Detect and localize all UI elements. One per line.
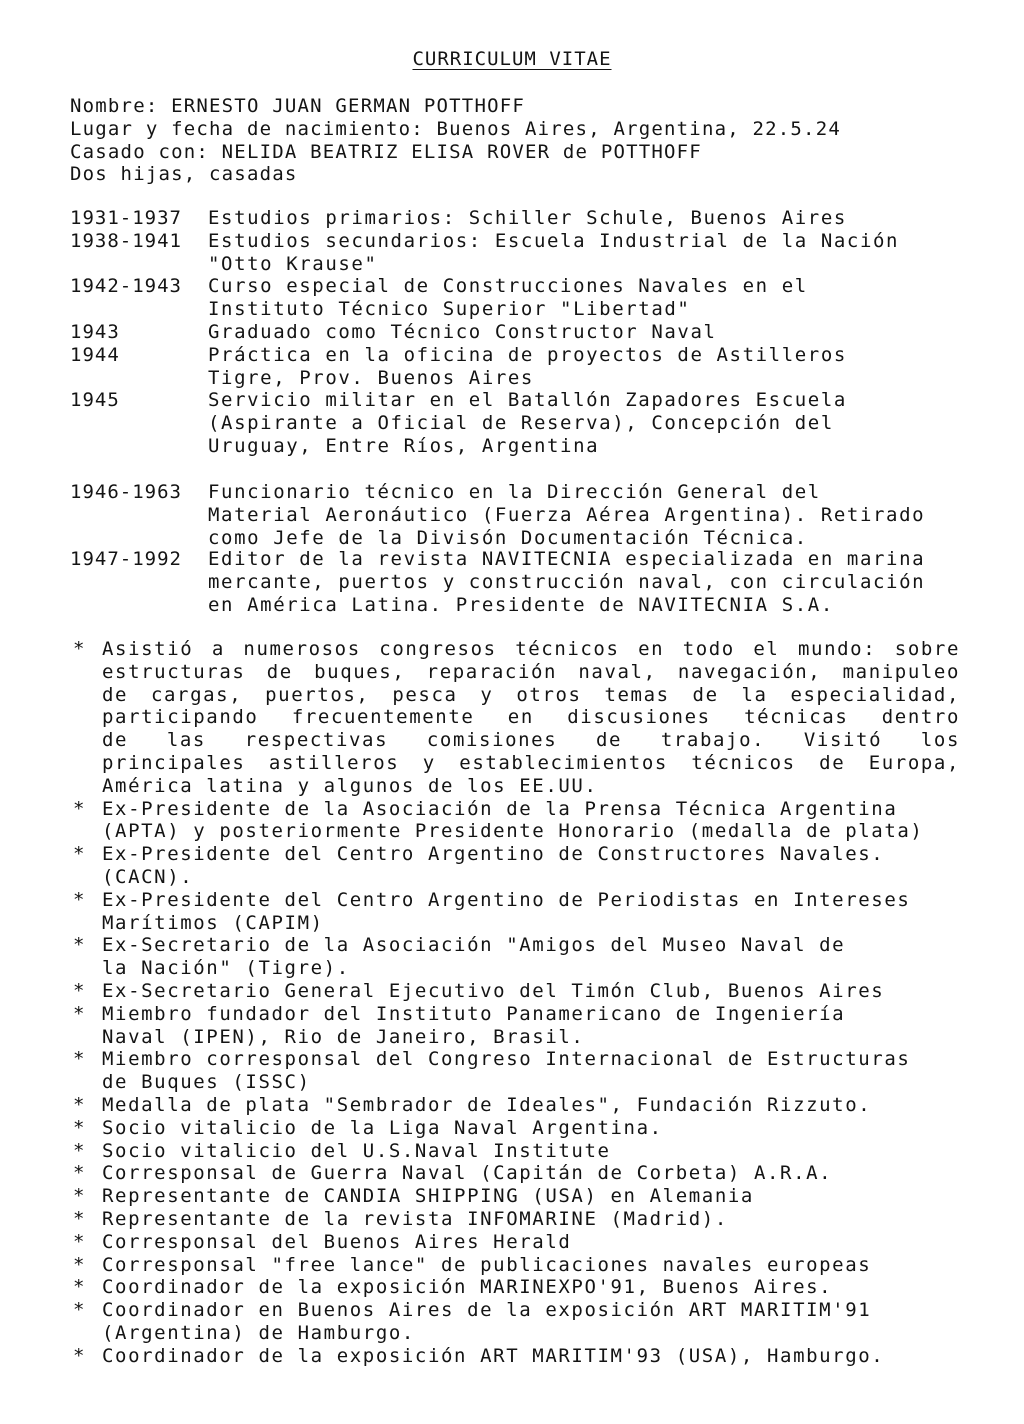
bullet-text: Representante de la revista INFOMARINE (Madrid). [102, 1208, 728, 1230]
bullet-star: * [73, 1230, 85, 1253]
timeline-text: Estudios secundarios: Escuela Industrial de la Nación [208, 230, 900, 252]
bullet-text: estructuras de buques, reparación naval, navegación, manipuleo [102, 660, 960, 683]
bullet-text: Coordinador en Buenos Aires de la exposición ART MARITIM'91 [102, 1299, 872, 1322]
timeline-year: 1942-1943 [70, 275, 182, 297]
bullet-text: Marítimos (CAPIM) [102, 911, 324, 934]
bullet-star: * [73, 1253, 85, 1276]
bullet-text: Naval (IPEN), Rio de Janeiro, Brasil. [102, 1025, 585, 1048]
timeline-year: 1931-1937 [70, 207, 182, 229]
bullet-text: participando frecuentemente en discusiones técnicas dentro [102, 706, 960, 729]
timeline-year: 1945 [70, 389, 120, 411]
bullet-text: la Nación" (Tigre). [102, 957, 350, 980]
bullet-text: Miembro corresponsal del Congreso Internacional de Estructuras [102, 1048, 911, 1071]
bullet-star: * [73, 1344, 85, 1367]
timeline-text: "Otto Krause" [208, 252, 378, 275]
personal-line: Casado con: NELIDA BEATRIZ ELISA ROVER de POTTHOFF [70, 140, 702, 163]
bullet-text: Socio vitalicio del U.S.Naval Institute [102, 1139, 611, 1162]
timeline-year: 1947-1992 [70, 548, 182, 570]
bullet-star: * [73, 1208, 85, 1230]
bullet-star: * [73, 1116, 85, 1139]
timeline-year: 1938-1941 [70, 230, 182, 252]
bullet-star: * [73, 1139, 85, 1162]
bullet-star: * [73, 843, 85, 866]
bullet-text: Corresponsal de Guerra Naval (Capitán de Corbeta) A.R.A. [102, 1162, 833, 1185]
document-title: CURRICULUM VITAE [412, 48, 612, 70]
bullet-text: Coordinador de la exposición ART MARITIM'93 (USA), Hamburgo. [102, 1344, 885, 1367]
bullet-text: (CACN). [102, 866, 194, 888]
bullet-text: Ex-Presidente del Centro Argentino de Constructores Navales. [102, 843, 885, 866]
bullet-star: * [73, 1002, 85, 1025]
timeline-year: 1943 [70, 321, 120, 343]
timeline-text: Servicio militar en el Batallón Zapadores Escuela [208, 389, 847, 411]
timeline-text: Curso especial de Construcciones Navales en el [208, 275, 808, 297]
personal-line: Dos hijas, casadas [70, 163, 298, 186]
bullet-star: * [73, 638, 85, 660]
timeline-text: como Jefe de la Divisón Documentación Técnica. [208, 526, 808, 549]
timeline-text: Estudios primarios: Schiller Schule, Buenos Aires [208, 207, 847, 229]
bullet-text: de cargas, puertos, pesca y otros temas de la especialidad, [102, 683, 960, 706]
bullet-text: Corresponsal del Buenos Aires Herald [102, 1230, 572, 1253]
bullet-text: de las respectivas comisiones de trabajo. Visitó los [102, 729, 960, 752]
bullet-star: * [73, 888, 85, 911]
bullet-text: Ex-Presidente del Centro Argentino de Periodistas en Intereses [102, 888, 911, 911]
timeline-text: Editor de la revista NAVITECNIA especializada en marina [208, 548, 926, 570]
bullet-text: (Argentina) de Hamburgo. [102, 1322, 415, 1344]
bullet-text: Corresponsal "free lance" de publicaciones navales europeas [102, 1253, 872, 1276]
bullet-text: de Buques (ISSC) [102, 1071, 311, 1094]
personal-line: Lugar y fecha de nacimiento: Buenos Aires, Argentina, 22.5.24 [70, 117, 841, 140]
bullet-text: Miembro fundador del Instituto Panamericano de Ingeniería [102, 1002, 846, 1025]
timeline-text: Material Aeronáutico (Fuerza Aérea Argentina). Retirado [208, 503, 926, 526]
bullet-star: * [73, 1276, 85, 1299]
timeline-text: Práctica en la oficina de proyectos de Astilleros [208, 344, 847, 366]
bullet-star: * [73, 1094, 85, 1116]
bullet-star: * [73, 1185, 85, 1208]
bullet-star: * [73, 1048, 85, 1071]
bullet-text: Coordinador de la exposición MARINEXPO'91, Buenos Aires. [102, 1276, 833, 1299]
timeline-text: (Aspirante a Oficial de Reserva), Concepción del [208, 411, 834, 434]
bullet-text: Socio vitalicio de la Liga Naval Argentina. [102, 1116, 663, 1139]
timeline-year: 1944 [70, 344, 120, 366]
bullet-star: * [73, 980, 85, 1002]
timeline-text: Tigre, Prov. Buenos Aires [208, 366, 534, 389]
timeline-text: mercante, puertos y construcción naval, con circulación [208, 570, 926, 593]
bullet-text: Asistió a numerosos congresos técnicos en todo el mundo: sobre [102, 638, 960, 660]
bullet-star: * [73, 797, 85, 820]
timeline-text: en América Latina. Presidente de NAVITECNIA S.A. [208, 593, 834, 616]
bullet-star: * [73, 1299, 85, 1322]
bullet-text: principales astilleros y establecimientos técnicos de Europa, [102, 752, 960, 774]
bullet-star: * [73, 1162, 85, 1185]
timeline-text: Instituto Técnico Superior "Libertad" [208, 297, 691, 320]
bullet-star: * [73, 934, 85, 957]
bullet-text: Medalla de plata "Sembrador de Ideales", Fundación Rizzuto. [102, 1094, 872, 1116]
bullet-text: Ex-Secretario General Ejecutivo del Timón Club, Buenos Aires [102, 980, 885, 1002]
personal-line: Nombre: ERNESTO JUAN GERMAN POTTHOFF [70, 95, 526, 117]
bullet-text: Ex-Secretario de la Asociación "Amigos del Museo Naval de [102, 934, 846, 957]
bullet-text: América latina y algunos de los EE.UU. [102, 774, 598, 797]
timeline-text: Funcionario técnico en la Dirección General del [208, 481, 821, 503]
timeline-year: 1946-1963 [70, 481, 182, 503]
bullet-text: (APTA) y posteriormente Presidente Honorario (medalla de plata) [102, 820, 924, 843]
bullet-text: Ex-Presidente de la Asociación de la Prensa Técnica Argentina [102, 797, 898, 820]
timeline-text: Uruguay, Entre Ríos, Argentina [208, 434, 600, 457]
timeline-text: Graduado como Técnico Constructor Naval [208, 321, 717, 343]
bullet-text: Representante de CANDIA SHIPPING (USA) en Alemania [102, 1185, 754, 1208]
